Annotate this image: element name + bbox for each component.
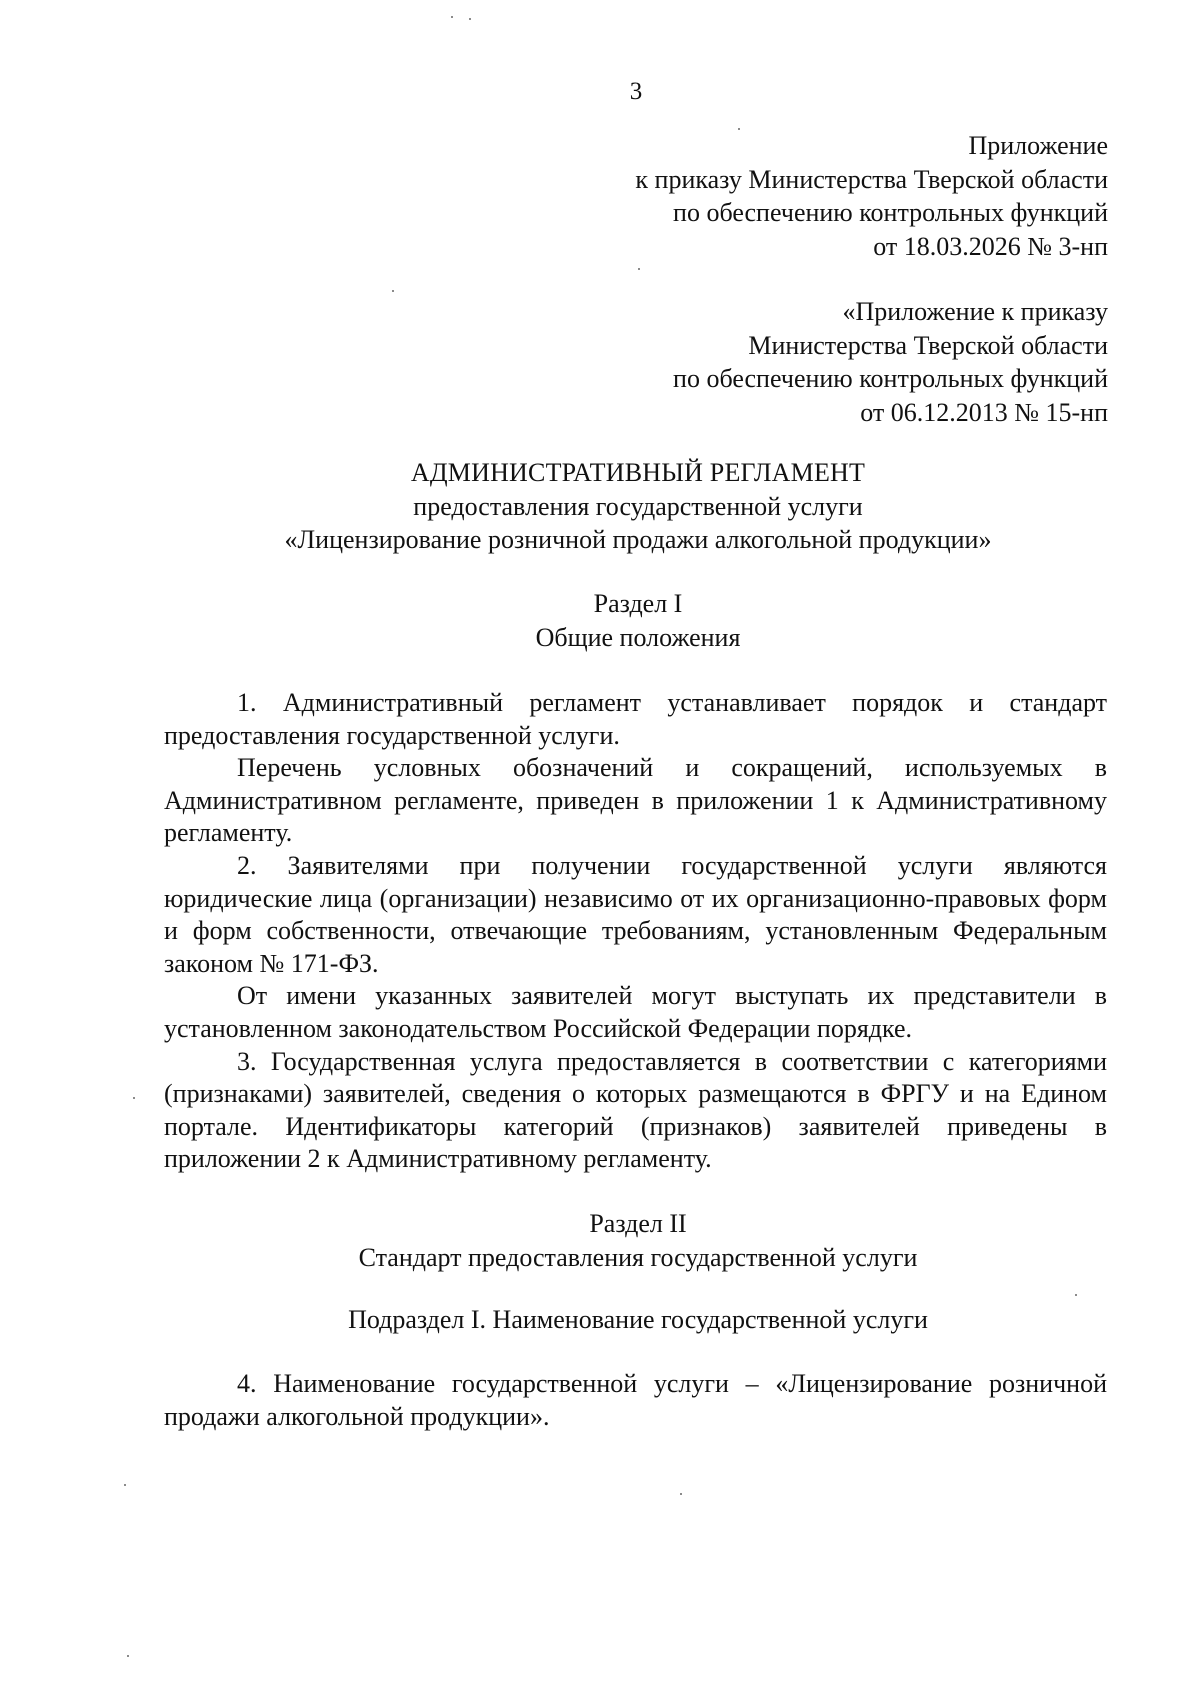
- subsection-1-body: [164, 1368, 1107, 1433]
- paragraph: 4. Наименование государственной услуги – «Лицензирование розничной продажи алкогольной продукции».: [164, 1369, 1107, 1431]
- paragraph: 2. Заявителями при получении государственной услуги являются юридические лица (организации) независимо от их организационно-правовых форм и форм собственности, отвечающие требованиям, установленным Федеральным законом № 171-ФЗ.: [164, 850, 1107, 978]
- scan-speck: [124, 1484, 126, 1486]
- paragraph: Перечень условных обозначений и сокращений, используемых в Административном регламенте, приведен в приложении 1 к Административному регламенту.: [164, 753, 1107, 848]
- appendix-header-new-order: [635, 129, 1108, 263]
- appendix-line: к приказу Министерства Тверской области: [635, 164, 1108, 194]
- appendix-line: по обеспечению контрольных функций: [673, 364, 1108, 393]
- appendix-line: по обеспечению контрольных функций: [673, 198, 1108, 227]
- scan-speck: [133, 1097, 135, 1099]
- scan-speck: [127, 1655, 129, 1657]
- scan-speck: [638, 268, 640, 270]
- page-number: 3: [629, 78, 643, 105]
- section-name: Стандарт предоставления государственной услуги: [358, 1242, 918, 1272]
- section-label: Раздел I: [593, 589, 683, 618]
- title-main: АДМИНИСТРАТИВНЫЙ РЕГЛАМЕНТ: [410, 458, 866, 487]
- scan-speck: [392, 290, 394, 292]
- section-2-heading: [0, 1207, 1200, 1274]
- section-label: Раздел II: [589, 1209, 687, 1238]
- section-1-body: [164, 687, 1107, 1176]
- section-name: Общие положения: [535, 622, 741, 652]
- appendix-header-original-order: [673, 295, 1108, 429]
- section-1-heading: [0, 587, 1200, 654]
- scan-speck: [451, 16, 453, 18]
- paragraph: 1. Административный регламент устанавливает порядок и стандарт предоставления государственной услуги.: [164, 688, 1107, 750]
- appendix-line: от 06.12.2013 № 15-нп: [860, 397, 1108, 427]
- appendix-line: Министерства Тверской области: [748, 330, 1108, 360]
- scan-speck: [1075, 1294, 1077, 1296]
- paragraph: 3. Государственная услуга предоставляется в соответствии с категориями (признаками) заявителей, сведения о которых размещаются в ФРГУ и на Едином портале. Идентификаторы категорий (признаков) заявителей приведены в приложении 2 к Административному регламенту.: [164, 1046, 1107, 1174]
- paragraph: От имени указанных заявителей могут выступать их представители в установленном законодательством Российской Федерации порядке.: [164, 981, 1107, 1043]
- subsection-1-heading: [0, 1303, 1200, 1337]
- subsection-label: Подраздел I. Наименование государственной услуги: [348, 1305, 928, 1334]
- scan-speck: [680, 1493, 682, 1495]
- title-subtitle: предоставления государственной услуги: [413, 491, 863, 521]
- title-service-name: «Лицензирование розничной продажи алкогольной продукции»: [284, 525, 992, 554]
- appendix-line: Приложение: [968, 131, 1108, 160]
- document-title: [0, 456, 1200, 557]
- appendix-line: «Приложение к приказу: [842, 297, 1108, 326]
- scan-speck: [469, 18, 471, 20]
- appendix-line: от 18.03.2026 № 3-нп: [873, 231, 1108, 261]
- scan-speck: [738, 128, 740, 130]
